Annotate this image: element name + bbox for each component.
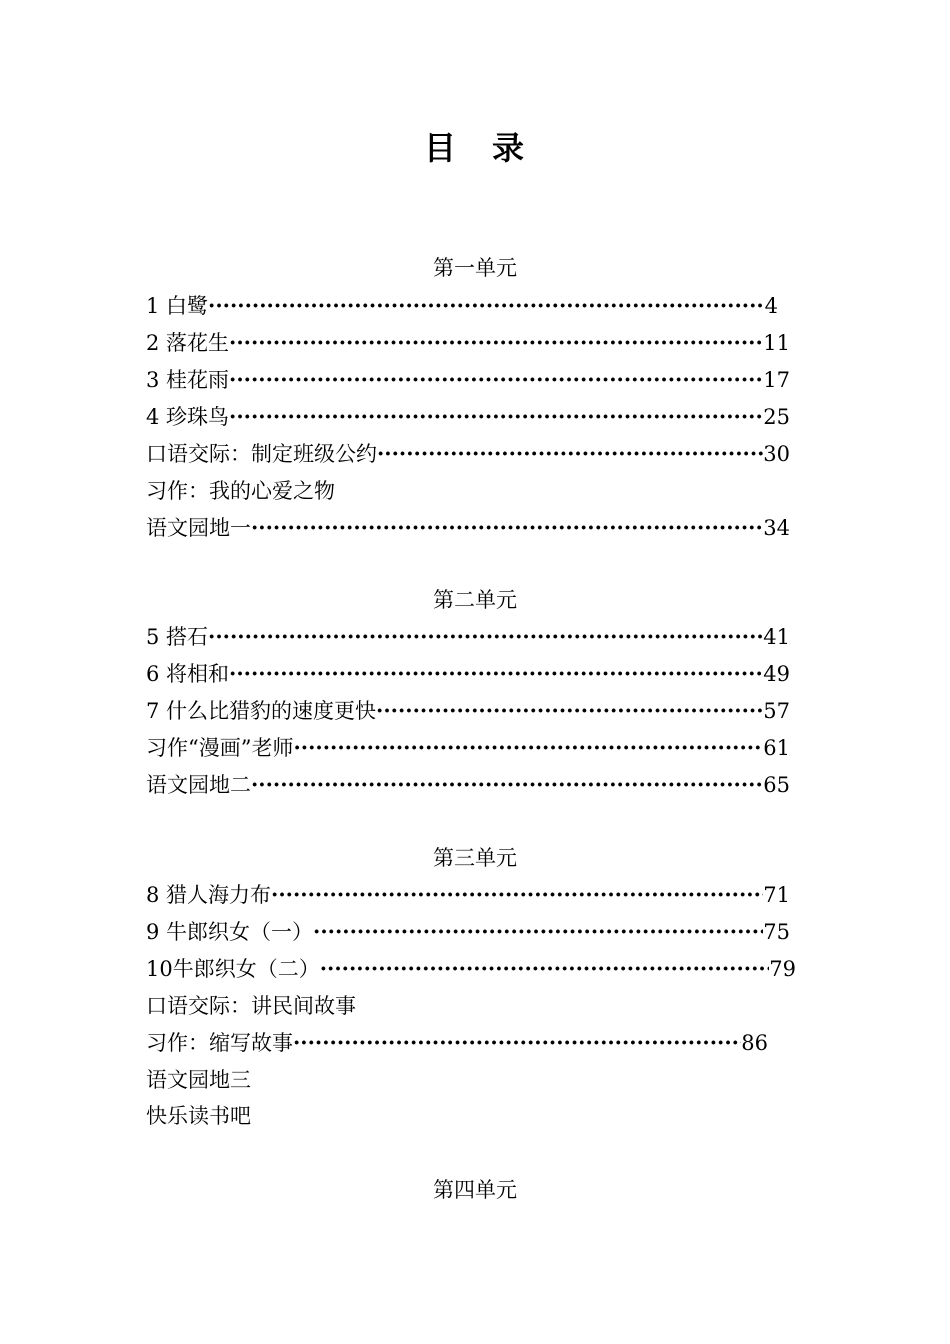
toc-entry[interactable] (146, 697, 790, 725)
dot-leader (251, 771, 763, 799)
unit-heading-4: 第四单元 (433, 1178, 517, 1202)
dot-leader (271, 881, 763, 909)
toc-entry[interactable] (146, 623, 790, 651)
toc-entry[interactable] (146, 881, 790, 909)
toc-entry[interactable] (146, 1066, 790, 1094)
toc-entry-label: 10牛郎织女（二） (146, 957, 320, 981)
toc-entry-page: 61 (763, 736, 790, 760)
dot-leader (208, 623, 763, 651)
toc-entry[interactable] (146, 403, 790, 431)
dot-leader (313, 918, 763, 946)
toc-entry-label: 5 搭石 (146, 625, 209, 649)
unit-heading-3: 第三单元 (433, 846, 517, 870)
toc-entry-label: 3 桂花雨 (146, 368, 230, 392)
toc-entry-page: 41 (763, 625, 790, 649)
dot-leader (229, 660, 763, 688)
toc-entry-label: 快乐读书吧 (146, 1104, 251, 1128)
unit-heading-2: 第二单元 (433, 588, 517, 612)
toc-entry-page: 4 (764, 294, 778, 318)
toc-entry-page: 57 (763, 699, 790, 723)
toc-entry-page: 65 (763, 773, 790, 797)
toc-entry-label: 语文园地三 (146, 1068, 251, 1092)
toc-entry-label: 6 将相和 (146, 662, 230, 686)
dot-leader (251, 514, 763, 542)
toc-entry[interactable] (146, 1102, 790, 1130)
toc-entry-label: 口语交际：讲民间故事 (146, 994, 356, 1018)
toc-entry[interactable] (146, 955, 796, 983)
toc-entry-label: 习作“漫画”老师 (146, 736, 294, 760)
toc-entry[interactable] (146, 918, 790, 946)
toc-entry[interactable] (146, 992, 790, 1020)
toc-entry-page: 79 (769, 957, 796, 981)
toc-entry[interactable] (146, 366, 790, 394)
dot-leader (293, 734, 763, 762)
toc-entry-page: 86 (741, 1031, 768, 1055)
toc-entry-label: 2 落花生 (146, 331, 230, 355)
unit-heading-1: 第一单元 (433, 256, 517, 280)
page-title: 目 录 (423, 129, 526, 167)
toc-entry-label: 习作：缩写故事 (146, 1031, 293, 1055)
dot-leader (229, 403, 763, 431)
toc-entry[interactable] (146, 660, 790, 688)
dot-leader (293, 1029, 741, 1057)
dot-leader (376, 697, 763, 725)
toc-entry[interactable] (146, 477, 790, 505)
toc-entry-page: 34 (763, 516, 790, 540)
toc-entry-label: 9 牛郎织女（一） (146, 920, 314, 944)
dot-leader (229, 366, 763, 394)
toc-entry[interactable] (146, 1029, 768, 1057)
toc-entry-page: 75 (763, 920, 790, 944)
toc-entry[interactable] (146, 440, 790, 468)
toc-entry-label: 口语交际：制定班级公约 (146, 442, 377, 466)
toc-entry-label: 7 什么比猎豹的速度更快 (146, 699, 377, 723)
toc-entry-page: 30 (763, 442, 790, 466)
toc-entry-page: 11 (763, 331, 790, 355)
dot-leader (208, 292, 765, 320)
toc-entry-label: 语文园地一 (146, 516, 251, 540)
toc-entry-label: 8 猎人海力布 (146, 883, 272, 907)
toc-entry[interactable] (146, 734, 790, 762)
toc-entry-label: 语文园地二 (146, 773, 251, 797)
dot-leader (377, 440, 763, 468)
toc-entry[interactable] (146, 771, 790, 799)
toc-entry-page: 25 (763, 405, 790, 429)
dot-leader (320, 955, 770, 983)
dot-leader (229, 329, 763, 357)
toc-entry-label: 1 白鹭 (146, 294, 209, 318)
toc-entry-label: 4 珍珠鸟 (146, 405, 230, 429)
toc-entry[interactable] (146, 329, 790, 357)
toc-entry-label: 习作：我的心爱之物 (146, 479, 335, 503)
toc-entry-page: 17 (763, 368, 790, 392)
toc-entry[interactable] (146, 292, 778, 320)
toc-entry[interactable] (146, 514, 790, 542)
toc-entry-page: 71 (763, 883, 790, 907)
toc-entry-page: 49 (763, 662, 790, 686)
